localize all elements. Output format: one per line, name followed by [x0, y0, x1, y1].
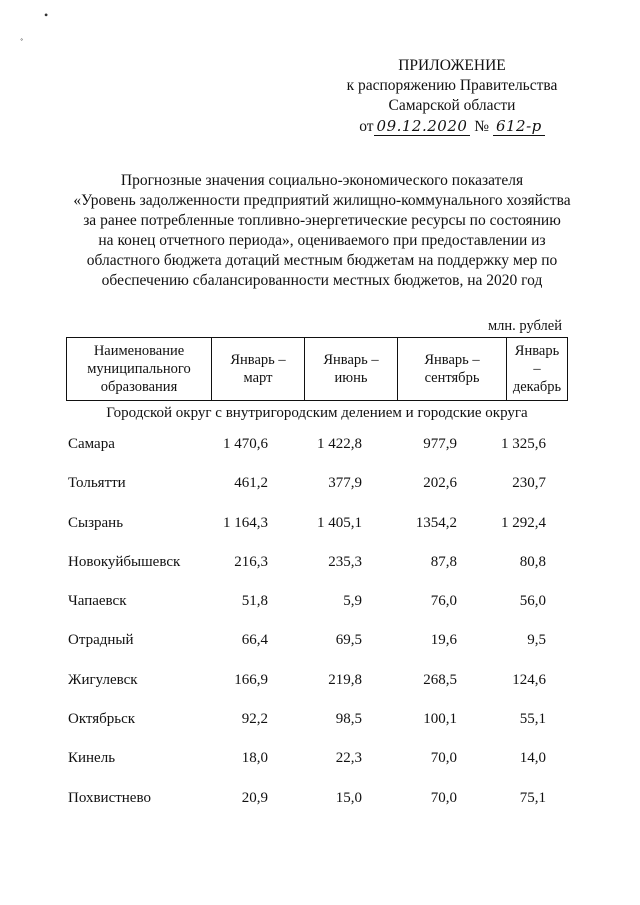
column-header-q1: Январь – март: [212, 338, 305, 401]
column-header-name: Наименование муниципального образования: [67, 338, 212, 401]
value-cell: 1 164,3: [223, 514, 268, 531]
value-cell: 20,9: [241, 789, 268, 806]
value-cell: 87,8: [430, 553, 457, 570]
table-row: [66, 746, 568, 785]
scan-speck: •: [44, 8, 49, 22]
value-cell: 202,6: [423, 475, 457, 492]
table-row: [66, 668, 568, 707]
municipality-name: Тольятти: [68, 475, 126, 492]
scan-speck: ˚: [20, 38, 24, 49]
value-cell: 14,0: [519, 750, 546, 767]
appendix-reference: [332, 116, 572, 137]
value-cell: 92,2: [241, 711, 268, 728]
table-row: [66, 432, 568, 471]
table-row: [66, 707, 568, 746]
table-row: [66, 511, 568, 550]
value-cell: 55,1: [519, 711, 546, 728]
municipality-name: Сызрань: [68, 514, 124, 531]
appendix-line-3: Самарской области: [388, 97, 516, 114]
appendix-line-2: к распоряжению Правительства: [346, 77, 558, 94]
municipality-name: Отрадный: [68, 632, 134, 649]
title-line: «Уровень задолженности предприятий жилищно-коммунального хозяйства: [73, 192, 571, 209]
title-line: за ранее потребленные топливно-энергетические ресурсы по состоянию: [83, 212, 561, 229]
value-cell: 19,6: [430, 632, 457, 649]
value-cell: 9,5: [527, 632, 546, 649]
value-cell: 1 405,1: [317, 514, 362, 531]
value-cell: 166,9: [234, 671, 268, 688]
column-header-h1: Январь – июнь: [305, 338, 398, 401]
value-cell: 268,5: [423, 671, 457, 688]
value-cell: 15,0: [335, 789, 362, 806]
title-line: на конец отчетного периода», оцениваемого при предоставлении из: [98, 232, 546, 249]
column-header-9m: Январь – сентябрь: [398, 338, 507, 401]
value-cell: 100,1: [423, 711, 457, 728]
group-title: Городской округ с внутригородским делением и городские округа: [106, 405, 528, 421]
value-cell: 66,4: [241, 632, 268, 649]
municipality-name: Кинель: [68, 750, 116, 767]
value-cell: 230,7: [512, 475, 546, 492]
value-cell: 216,3: [234, 553, 268, 570]
value-cell: 1 325,6: [501, 436, 546, 452]
value-cell: 56,0: [519, 593, 546, 610]
units-label: млн. рублей: [488, 318, 562, 334]
value-cell: 70,0: [430, 789, 457, 806]
value-cell: 1354,2: [415, 514, 457, 531]
value-cell: 98,5: [335, 711, 362, 728]
value-cell: 75,1: [519, 789, 546, 806]
table-row: [66, 589, 568, 628]
title-line: областного бюджета дотаций местным бюджетам на поддержку мер по: [86, 252, 558, 269]
table-header: [66, 337, 568, 401]
value-cell: 5,9: [343, 593, 362, 610]
table-row: [66, 550, 568, 589]
value-cell: 1 422,8: [317, 436, 362, 452]
value-cell: 80,8: [519, 553, 546, 570]
value-cell: 461,2: [234, 475, 268, 492]
table-row: [66, 628, 568, 667]
appendix-title: ПРИЛОЖЕНИЕ: [398, 57, 506, 74]
value-cell: 18,0: [241, 750, 268, 767]
value-cell: 76,0: [430, 593, 457, 610]
title-line: Прогнозные значения социально-экономического показателя: [120, 172, 524, 189]
ref-date: 09.12.2020: [374, 117, 471, 136]
municipality-name: Похвистнево: [68, 789, 151, 806]
municipality-name: Чапаевск: [68, 593, 127, 610]
title-line: обеспечению сбалансированности местных бюджетов, на 2020 год: [101, 272, 543, 289]
value-cell: 235,3: [328, 553, 362, 570]
value-cell: 69,5: [335, 632, 362, 649]
municipality-name: Новокуйбышевск: [68, 553, 181, 570]
municipality-name: Самара: [68, 436, 115, 452]
value-cell: 377,9: [328, 475, 362, 492]
value-cell: 51,8: [241, 593, 268, 610]
ref-number: 612-р: [493, 117, 545, 136]
ref-prefix: от: [359, 118, 374, 135]
value-cell: 124,6: [512, 671, 546, 688]
value-cell: 1 292,4: [501, 514, 546, 531]
table-row: [66, 471, 568, 510]
value-cell: 977,9: [423, 436, 457, 452]
ref-number-label: №: [474, 118, 490, 135]
municipality-name: Октябрьск: [68, 711, 136, 728]
appendix-header: [332, 56, 572, 137]
value-cell: 70,0: [430, 750, 457, 767]
value-cell: 1 470,6: [223, 436, 268, 452]
value-cell: 219,8: [328, 671, 362, 688]
document-title: [72, 171, 572, 291]
column-header-year: Январь – декабрь: [507, 338, 568, 401]
table-row: [66, 786, 568, 825]
value-cell: 22,3: [335, 750, 362, 767]
table-body: [66, 432, 568, 825]
municipality-name: Жигулевск: [68, 671, 138, 688]
